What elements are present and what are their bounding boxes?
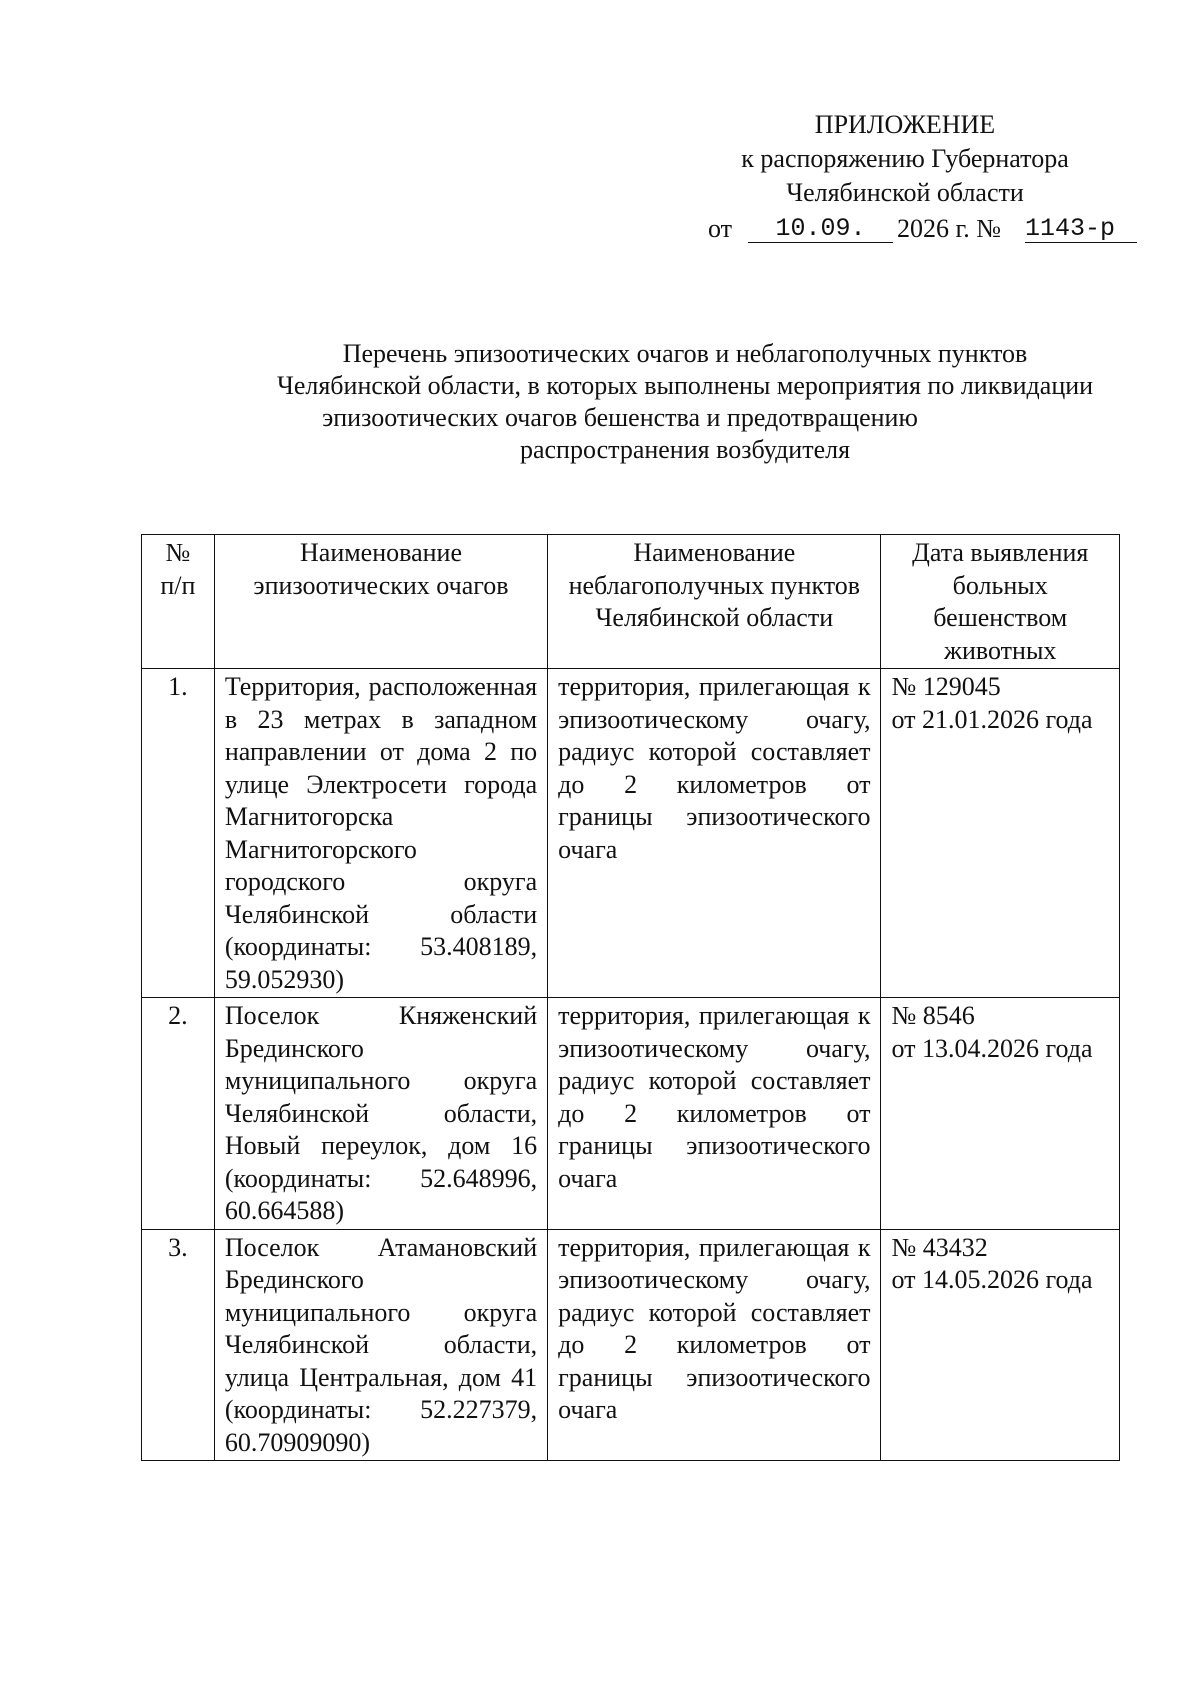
table-row <box>142 1229 1120 1461</box>
point-name: территория, прилегающая к эпизоотическому очагу, радиус которой составляет до 2 километров от границы эпизоотического очага <box>548 669 881 998</box>
attachment-line-region: Челябинской области <box>786 178 1024 207</box>
attachment-date-line <box>690 212 1120 246</box>
point-name: территория, прилегающая к эпизоотическому очагу, радиус которой составляет до 2 километров от границы эпизоотического очага <box>548 998 881 1230</box>
header-point: Наименование неблагополучных пунктов Челябинской области <box>548 535 881 669</box>
detection-doc-number: № 43432 <box>891 1232 988 1262</box>
header-number: № п/п <box>142 535 215 669</box>
document-title-line-3: эпизоотических очагов бешенства и предотвращению <box>322 403 918 432</box>
table-header-row <box>142 535 1120 669</box>
order-number: 1143-р <box>1025 212 1137 243</box>
attachment-line-order: к распоряжению Губернатора <box>741 144 1069 173</box>
order-year-number-label: 2026 г. № <box>897 214 1002 243</box>
detection-doc-date: от 13.04.2026 года <box>891 1033 1093 1063</box>
detection-date <box>881 669 1120 998</box>
header-date: Дата выявления больных бешенством животных <box>881 535 1120 669</box>
document-title-line-1: Перечень эпизоотических очагов и неблагополучных пунктов <box>342 339 1028 368</box>
table-row <box>142 669 1120 998</box>
date-prefix: от <box>708 214 733 243</box>
document-title-line-4: распространения возбудителя <box>519 435 851 464</box>
header-focus: Наименование эпизоотических очагов <box>214 535 547 669</box>
focus-name: Территория, расположенная в 23 метрах в западном направлении от дома 2 по улице Электросети города Магнитогорска Магнитогорского городского округа Челябинской области (координаты: 53.408189, 59.052930) <box>214 669 547 998</box>
focus-name: Поселок Атамановский Брединского муниципального округа Челябинской области, улица Центральная, дом 41 (координаты: 52.227379, 60.70909090) <box>214 1229 547 1461</box>
table-row <box>142 998 1120 1230</box>
attachment-title: ПРИЛОЖЕНИЕ <box>814 110 996 139</box>
row-number: 3. <box>142 1229 215 1461</box>
point-name: территория, прилегающая к эпизоотическому очагу, радиус которой составляет до 2 километров от границы эпизоотического очага <box>548 1229 881 1461</box>
foci-table <box>141 534 1120 1461</box>
detection-doc-number: № 129045 <box>891 672 1001 701</box>
detection-doc-date: от 21.01.2026 года <box>891 704 1093 734</box>
row-number: 1. <box>142 669 215 998</box>
document-title-line-2: Челябинской области, в которых выполнены мероприятия по ликвидации <box>276 371 1094 400</box>
attachment-header <box>690 108 1120 246</box>
order-date: 10.09. <box>748 212 893 243</box>
row-number: 2. <box>142 998 215 1230</box>
detection-doc-number: № 8546 <box>891 1001 975 1030</box>
document-title <box>200 338 1140 466</box>
detection-doc-date: от 14.05.2026 года <box>891 1265 1093 1294</box>
detection-date <box>881 1229 1120 1461</box>
detection-date <box>881 998 1120 1230</box>
focus-name: Поселок Княженский Брединского муниципального округа Челябинской области, Новый переулок, дом 16 (координаты: 52.648996, 60.664588) <box>214 998 547 1230</box>
